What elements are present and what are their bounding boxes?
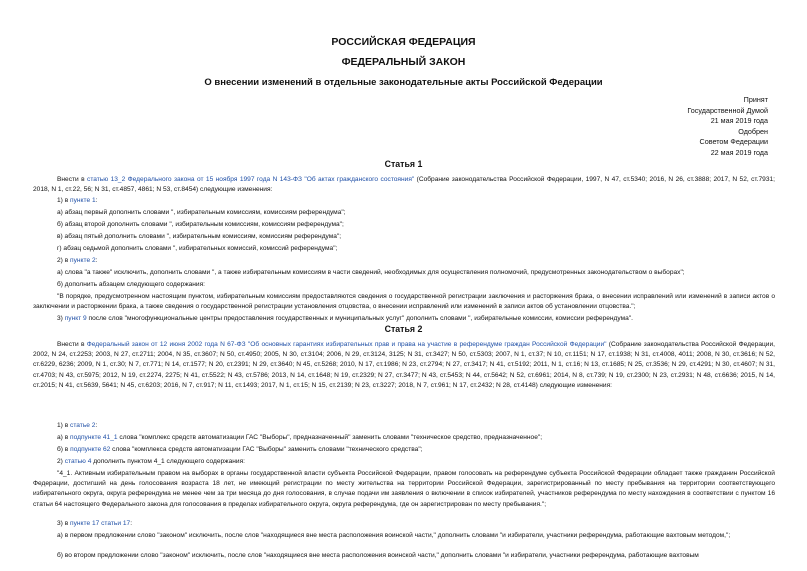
law-67-link[interactable]: Федеральный закон от 12 июня 2002 года N 67-ФЗ "Об основных гарантиях избирательных прав и права на участие в референдуме граждан Российской Федерации" bbox=[86, 341, 607, 348]
text-fragment: Внести в bbox=[57, 176, 88, 183]
paragraph-9-link[interactable]: пункт 9 bbox=[64, 315, 87, 322]
article2-item3-a: а) в первом предложении слово "законом" исключить, после слов "находящиеся вне места расположения воинской части," дополнить словами "и избиратели, участники референдума, работающие вахтовым методом,"; bbox=[57, 532, 731, 539]
text-fragment: Внести в bbox=[57, 341, 87, 348]
accepted-date: 21 мая 2019 года bbox=[710, 116, 768, 125]
article1-item1-a: а) абзац первый дополнить словами ", избирательным комиссиям, комиссиям референдума"; bbox=[57, 209, 346, 216]
text-fragment: б) в bbox=[57, 446, 71, 453]
accepted-label: Принят bbox=[743, 95, 768, 104]
article2-intro bbox=[33, 340, 775, 391]
paragraph-2-link[interactable]: пункте 2 bbox=[70, 257, 96, 264]
text-fragment: (Собрание законодательства Российской Федерации, 2002, N 24, ст.2253; 2003, N 27, ст.2711; 2004, N 35, ст.3607; N 50, ст.4950; 2005, N 30, ст.3104; 2006, N 29, ст.3124, 3125; N 31, ст.3427; N 50, ст.5303; 2007, N 1, ст.37; N 10, ст.1151; N 17, ст.1938; N 31, ст.4008, 4011; 2008, N 30, ст.3616; N 52, ст.6229, 6236; 2009, N 1, ст.30; N 7, ст.771; N 14, ст.1577; N 20, ст.2391; N 29, ст.3640; N 45, ст.5268; 2010, N 17, ст.1986; N 23, ст.2794; N 27, ст.3417; N 41, ст.5192; 2011, N 1, ст.16; N 13, ст.1685; N 25, ст.3536; N 29, ст.4291; N 30, ст.4607; N 31, ст.4703; N 43, ст.5975; 2012, N 19, ст.2274, 2275; N 41, ст.5522; N 43, ст.5786; 2013, N 14, ст.1648; N 19, ст.2329; N 27, ст.3477; N 43, ст.5453; N 44, ст.5642; N 52, ст.6961; 2014, N 8, ст.739; N 19, ст.2300; N 23, ст.2931; N 48, ст.6636; 2015, N 14, ст.2015; N 41, ст.5639, 5641; N 45, ст.6203; 2016, N 7, ст.917; N 11, ст.1493; 2017, N 1, ст.15; N 15, ст.2139; N 23, ст.3227; 2018, N 7, ст.961; N 17, ст.2432; N 28, ст.4148) следующие изменения: bbox=[33, 341, 775, 389]
adoption-block bbox=[687, 95, 768, 158]
article1-title: Статья 1 bbox=[384, 159, 423, 169]
article1-item2-a: а) слова "а также" исключить, дополнить словами ", а также избирательным комиссиям в части сведений, необходимых для осуществления полномочий, предусмотренных законодательством о выборах"; bbox=[57, 269, 685, 276]
article1-item1-v: в) абзац пятый дополнить словами ", избирательным комиссиям, комиссиям референдума"; bbox=[57, 233, 342, 240]
article2-item1-a bbox=[57, 433, 775, 443]
text-fragment: 2) bbox=[57, 458, 65, 465]
text-fragment: 1) в bbox=[57, 197, 71, 204]
article2-item3 bbox=[57, 519, 775, 529]
law-type-heading: ФЕДЕРАЛЬНЫЙ ЗАКОН bbox=[341, 56, 466, 68]
article2-item1 bbox=[57, 421, 775, 431]
article2-item2 bbox=[57, 457, 775, 467]
text-fragment: дополнить пунктом 4_1 следующего содержания: bbox=[91, 458, 245, 465]
approved-by: Советом Федерации bbox=[699, 137, 768, 146]
article-4-link[interactable]: статью 4 bbox=[64, 458, 92, 465]
article1-item2-b: б) дополнить абзацем следующего содержания: bbox=[57, 281, 206, 288]
subparagraph-41-1-link[interactable]: подпункте 41_1 bbox=[70, 434, 118, 441]
text-fragment: 2) в bbox=[57, 257, 71, 264]
article1-item2 bbox=[57, 256, 775, 266]
accepted-by: Государственной Думой bbox=[687, 105, 768, 115]
article1-item2-quote: "В порядке, предусмотренном настоящим пунктом, избирательным комиссиям предоставляются сведения о государственной регистрации заключения и расторжения брака, о внесении исправлений или изменений в записи актов о заключении и расторжении брака, а также сведения о государственной регистрации установления отцовства, о внесении исправлений или изменений в записи актов об установлении отцовства."; bbox=[33, 293, 775, 311]
text-fragment: 1) в bbox=[57, 422, 71, 429]
article-2-link[interactable]: статье 2 bbox=[70, 422, 96, 429]
text-fragment: 3) в bbox=[57, 520, 71, 527]
article2-item3-b: б) во втором предложении слово "законом" исключить, после слов "находящиеся вне места расположения воинской части," дополнить словами "и избиратели, участники референдума, работающие вахтовым bbox=[57, 552, 699, 559]
text-fragment: слова "комплекс средств автоматизации ГАС "Выборы", предназначенный" заменить словами "техническое средство, предназначенное"; bbox=[117, 434, 543, 441]
text-fragment: слова "комплекса средств автоматизации ГАС "Выборы" заменить словами "технического средства"; bbox=[110, 446, 423, 453]
article1-item1-g: г) абзац седьмой дополнить словами ", избирательных комиссий, комиссий референдума"; bbox=[57, 245, 338, 252]
paragraph-1-link[interactable]: пункте 1 bbox=[70, 197, 96, 204]
article1-item3 bbox=[57, 314, 775, 324]
article1-item1-b: б) абзац второй дополнить словами ", избирательным комиссиям, комиссиям референдума"; bbox=[57, 221, 344, 228]
text-fragment: 3) bbox=[57, 315, 65, 322]
approved-date: 22 мая 2019 года bbox=[710, 147, 768, 157]
text-fragment: : bbox=[95, 422, 98, 429]
article1-item1 bbox=[57, 196, 775, 206]
text-fragment: а) в bbox=[57, 434, 71, 441]
article2-item2-quote: "4_1. Активным избирательным правом на выборах в органы государственной власти субъекта Российской Федерации, правом голосовать на референдуме субъекта Российской Федерации обладает также гражданин Российской Федерации, достигший на день голосования возраста 18 лет, не имеющий регистрации по месту жительства на территории Российской Федерации, зарегистрированный по месту пребывания на территории соответствующего избирательного округа, округа референдума не менее чем за три месяца до дня голосования, в случае подачи им заявления о включении в список избирателей, участников референдума по месту нахождения в соответствии с пунктом 16 статьи 64 настоящего Федерального закона для голосования в пределах избирательного округа, округа референдума, где он зарегистрирован по месту пребывания."; bbox=[33, 470, 775, 508]
country-heading: РОССИЙСКАЯ ФЕДЕРАЦИЯ bbox=[331, 36, 476, 48]
text-fragment: : bbox=[130, 520, 133, 527]
subparagraph-62-link[interactable]: подпункте 62 bbox=[70, 446, 111, 453]
text-fragment: : bbox=[95, 257, 98, 264]
article1-intro bbox=[33, 175, 775, 195]
text-fragment: после слов "многофункциональные центры предоставления государственных и муниципальных услуг" дополнить словами ", избирательные комиссии, комиссии референдума". bbox=[86, 315, 633, 322]
text-fragment: (Собрание законодательства Российской Федерации, 1997, N 47, ст.5340; 2016, N 26, ст.3888; 2017, N 52, ст.7931; 2018, N 1, ст.22, 56; N 31, ст.4857, 4861; N 53, ст.8454) следующие изменения: bbox=[33, 176, 776, 194]
law-143-link[interactable]: статью 13_2 Федерального закона от 15 ноября 1997 года N 143-ФЗ "Об актах гражданского состояния" bbox=[87, 176, 415, 183]
law-title: О внесении изменений в отдельные законодательные акты Российской Федерации bbox=[204, 77, 603, 88]
article2-title: Статья 2 bbox=[384, 324, 423, 334]
text-fragment: : bbox=[95, 197, 98, 204]
approved-label: Одобрен bbox=[738, 126, 768, 136]
article2-item1-b bbox=[57, 445, 775, 455]
paragraph-17-article-17-link[interactable]: пункте 17 статьи 17 bbox=[70, 520, 131, 527]
